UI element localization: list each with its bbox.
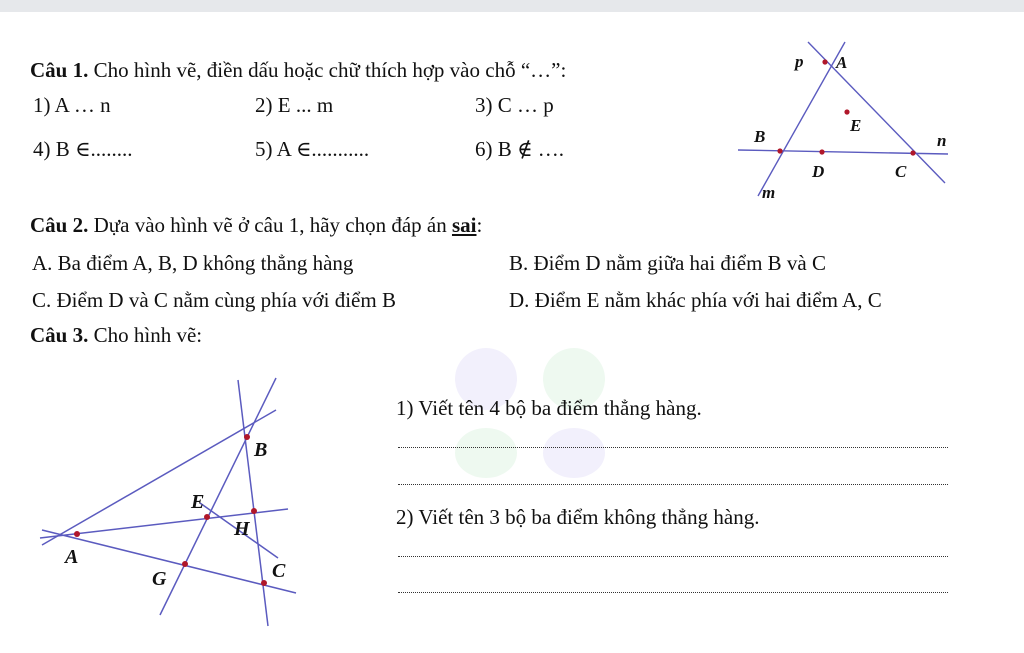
q2-option-a: A. Ba điểm A, B, D không thẳng hàng	[32, 251, 354, 275]
q1-item-3: 3) C … p	[475, 93, 554, 117]
label-B: B	[754, 127, 766, 146]
label-E: E	[191, 491, 205, 513]
question-3-text: Cho hình vẽ:	[88, 323, 203, 347]
question-1-title: Câu 1.	[30, 58, 89, 82]
question-2-text: Dựa vào hình vẽ ở câu 1, hãy chọn đáp án	[88, 213, 452, 237]
point-C	[261, 580, 267, 586]
label-m: m	[762, 183, 776, 202]
q1-item-5: 5) A ∈...........	[255, 137, 370, 161]
question-2-title: Câu 2.	[30, 213, 89, 237]
label-H: H	[234, 518, 250, 540]
label-n: n	[937, 131, 947, 150]
question-2-emphasis: sai	[451, 213, 477, 237]
label-A: A	[836, 53, 848, 72]
point-B	[244, 434, 250, 440]
question-1-text: Cho hình vẽ, điền dấu hoặc chữ thích hợp vào chỗ “…”:	[88, 58, 567, 82]
point-H	[251, 508, 257, 514]
line-B-G	[160, 378, 276, 615]
q3-task-1: 1) Viết tên 4 bộ ba điểm thẳng hàng.	[396, 396, 702, 420]
q1-item-2: 2) E ... m	[255, 93, 334, 117]
point-G	[182, 561, 188, 567]
point-E	[204, 514, 210, 520]
label-C: C	[272, 560, 286, 582]
label-C: C	[895, 162, 907, 181]
q3-task-2: 2) Viết tên 3 bộ ba điểm không thẳng hàng.	[396, 505, 760, 529]
point-A	[74, 531, 80, 537]
q1-item-1: 1) A … n	[33, 93, 111, 117]
q2-option-b: B. Điểm D nằm giữa hai điểm B và C	[509, 251, 826, 275]
label-E: E	[850, 116, 862, 135]
q1-item-4: 4) B ∈........	[33, 137, 133, 161]
question-3-title: Câu 3.	[30, 323, 89, 347]
q2-option-d: D. Điểm E nằm khác phía với hai điểm A, C	[509, 288, 882, 312]
label-D: D	[812, 162, 825, 181]
question-2-colon: :	[476, 213, 483, 237]
label-A: A	[65, 546, 79, 568]
q1-item-6: 6) B ∉ ….	[475, 137, 565, 161]
label-p: p	[795, 52, 804, 71]
q2-option-c: C. Điểm D và C nằm cùng phía với điểm B	[32, 288, 396, 312]
label-B: B	[254, 439, 268, 461]
label-G: G	[152, 568, 167, 590]
